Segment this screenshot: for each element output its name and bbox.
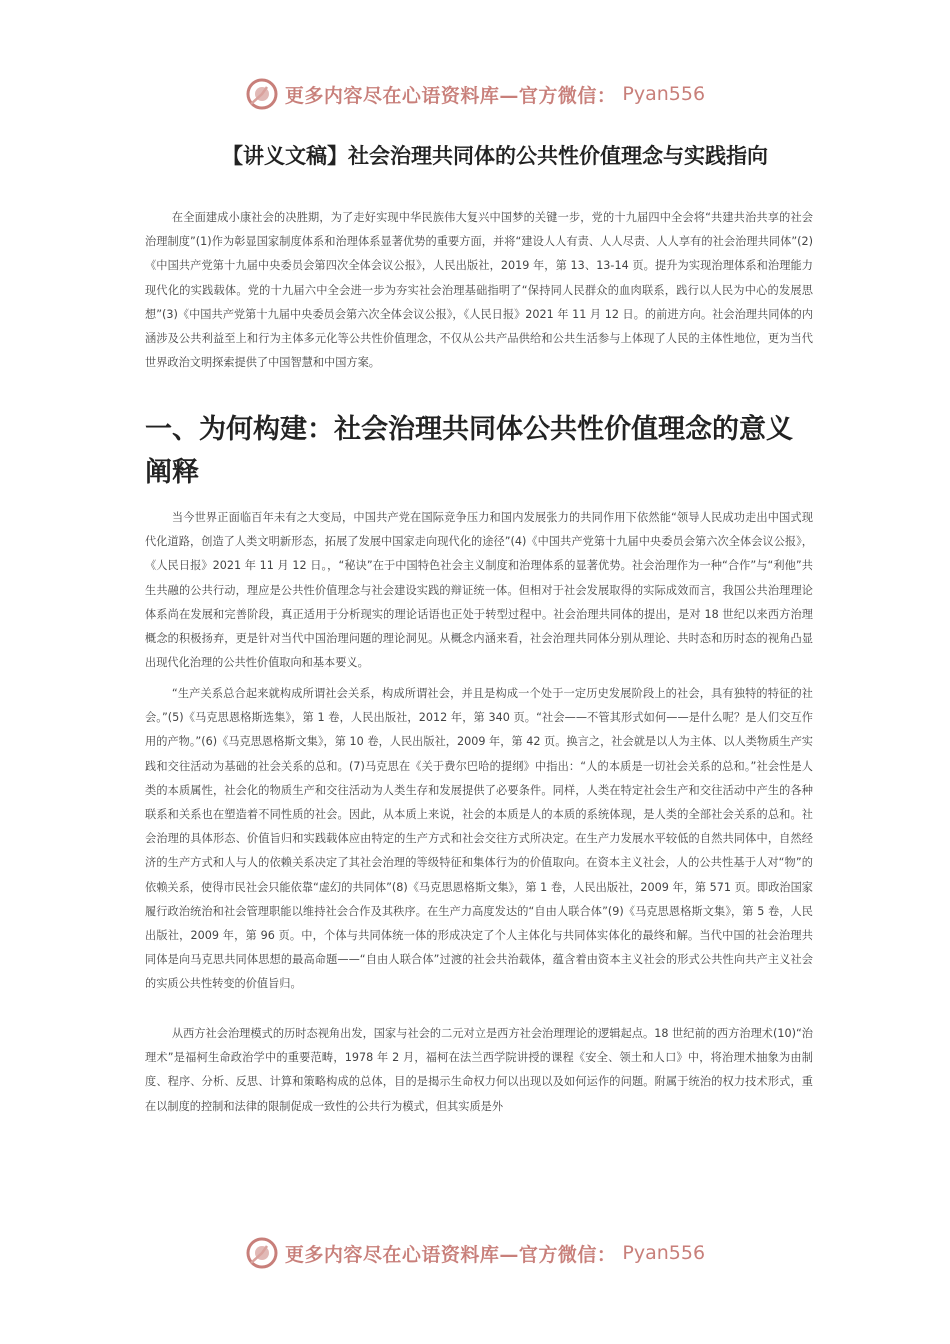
banner-text: 更多内容尽在心语资料库—官方微信： [284, 1243, 617, 1266]
intro-block [145, 206, 813, 375]
brand-logo-icon [245, 77, 279, 111]
body-paragraph: “生产关系总合起来就构成所谓社会关系，构成所谓社会，并且是构成一个处于一定历史发展阶段上的社会，具有独特的特征的社会。”(5)《马克思恩格斯选集》，第 1 卷，人民出版社，2012 年，第 340 页。“社会——不管其形式如何——是什么呢？是人们交互作用的产物。”(6)《马克思恩格斯文集》，第 10 卷，人民出版社，2009 年，第 42 页。换言之，社会就是以人为主体、以人类物质生产实践和交往活动为基础的社会关系的总和。(7)马克思在《关于费尔巴哈的提纲》中指出：“人的本质是一切社会关系的总和。”社会性是人类的本质属性，社会化的物质生产和交往活动为人类生存和发展提供了必要条件。同样，人类在特定社会生产和交往活动中产生的各种联系和关系也在塑造着不同性质的社会。因此，从本质上来说，社会的本质是人的本质的系统体现，是人类的全部社会关系的总和。社会治理的具体形态、价值旨归和实践载体应由特定的生产方式和社会交往方式所决定。在生产力发展水平较低的自然共同体中，自然经济的生产方式和人与人的依赖关系决定了其社会治理的等级特征和集体行为的价值取向。在资本主义社会，人的公共性基于人对“物”的依赖关系，使得市民社会只能依靠“虚幻的共同体”(8)《马克思恩格斯文集》，第 1 卷，人民出版社，2009 年，第 571 页。即政治国家履行政治统治和社会管理职能以维持社会合作及其秩序。在生产力高度发达的“自由人联合体”(9)《马克思恩格斯文集》，第 5 卷，人民出版社，2009 年，第 96 页。中，个体与共同体统一体的形成决定了个人主体化与共同体实体化的最终和解。当代中国的社会治理共同体是向马克思共同体思想的最高命题——“自由人联合体”过渡的社会共治载体，蕴含着由资本主义社会的形式公共性向共产主义社会的实质公共性转变的价值旨归。 [145, 687, 813, 991]
body-paragraph: 当今世界正面临百年未有之大变局，中国共产党在国际竞争压力和国内发展张力的共同作用下依然能“领导人民成功走出中国式现代化道路，创造了人类文明新形态，拓展了发展中国家走向现代化的途径”(4)《中国共产党第十九届中央委员会第六次全体会议公报》，《人民日报》2021 年 11 月 12 日。，“秘诀”在于中国特色社会主义制度和治理体系的显著优势。社会治理作为一种“合作”与“利他”共生共融的公共行动，理应是公共性价值理念与社会建设实践的辩证统一体。但相对于社会发展取得的实际成效而言，我国公共治理理论体系尚在发展和完善阶段，真正适用于分析现实的理论话语也正处于转型过程中。社会治理共同体的提出，是对 18 世纪以来西方治理概念的积极扬弃，更是针对当代中国治理问题的理论洞见。从概念内涵来看，社会治理共同体分别从理论、共时态和历时态的视角凸显出现代化治理的公共性价值取向和基本要义。 [145, 511, 813, 670]
body-paragraph: 从西方社会治理模式的历时态视角出发，国家与社会的二元对立是西方社会治理理论的逻辑起点。18 世纪前的西方治理术(10)“治理术”是福柯生命政治学中的重要范畴，1978 年 2 月，福柯在法兰西学院讲授的课程《安全、领土和人口》中，将治理术抽象为由制度、程序、分析、反思、计算和策略构成的总体，目的是揭示生命权力何以出现以及如何运作的问题。附属于统治的权力技术形式，重在以制度的控制和法律的限制促成一致性的公共行为模式，但其实质是外 [145, 1027, 813, 1113]
banner-wechat-id: Pyan556 [622, 1242, 706, 1264]
footer-banner [0, 1231, 950, 1275]
intro-paragraph: 在全面建成小康社会的决胜期，为了走好实现中华民族伟大复兴中国梦的关键一步，党的十九届四中全会将“共建共治共享的社会治理制度”(1)作为彰显国家制度体系和治理体系显著优势的重要方面，并将“建设人人有责、人人尽责、人人享有的社会治理共同体”(2)《中国共产党第十九届中央委员会第四次全体会议公报》，人民出版社，2019 年，第 13、13-14 页。提升为实现治理体系和治理能力现代化的实践载体。党的十九届六中全会进一步为夯实社会治理基础指明了“保持同人民群众的血肉联系，践行以人民为中心的发展思想”(3)《中国共产党第十九届中央委员会第六次全体会议公报》，《人民日报》2021 年 11 月 12 日。的前进方向。社会治理共同体的内涵涉及公共利益至上和行为主体多元化等公共性价值理念，不仅从公共产品供给和公共生活参与上体现了人民的主体性地位，更为当代世界政治文明探索提供了中国智慧和中国方案。 [145, 211, 813, 370]
header-banner [0, 72, 950, 116]
banner-wechat-id: Pyan556 [622, 83, 706, 105]
banner-text: 更多内容尽在心语资料库—官方微信： [284, 84, 617, 107]
section-1-paragraph-2-block [145, 682, 813, 997]
document-title: 【讲义文稿】社会治理共同体的公共性价值理念与实践指向 [222, 144, 768, 168]
section-1-paragraph-1-block [145, 506, 813, 675]
brand-logo-icon [245, 1236, 279, 1270]
section-heading: 一、为何构建：社会治理共同体公共性价值理念的意义阐释 [145, 414, 793, 488]
section-1-paragraph-3-block [145, 1022, 813, 1119]
section-1-heading-block [145, 408, 813, 494]
